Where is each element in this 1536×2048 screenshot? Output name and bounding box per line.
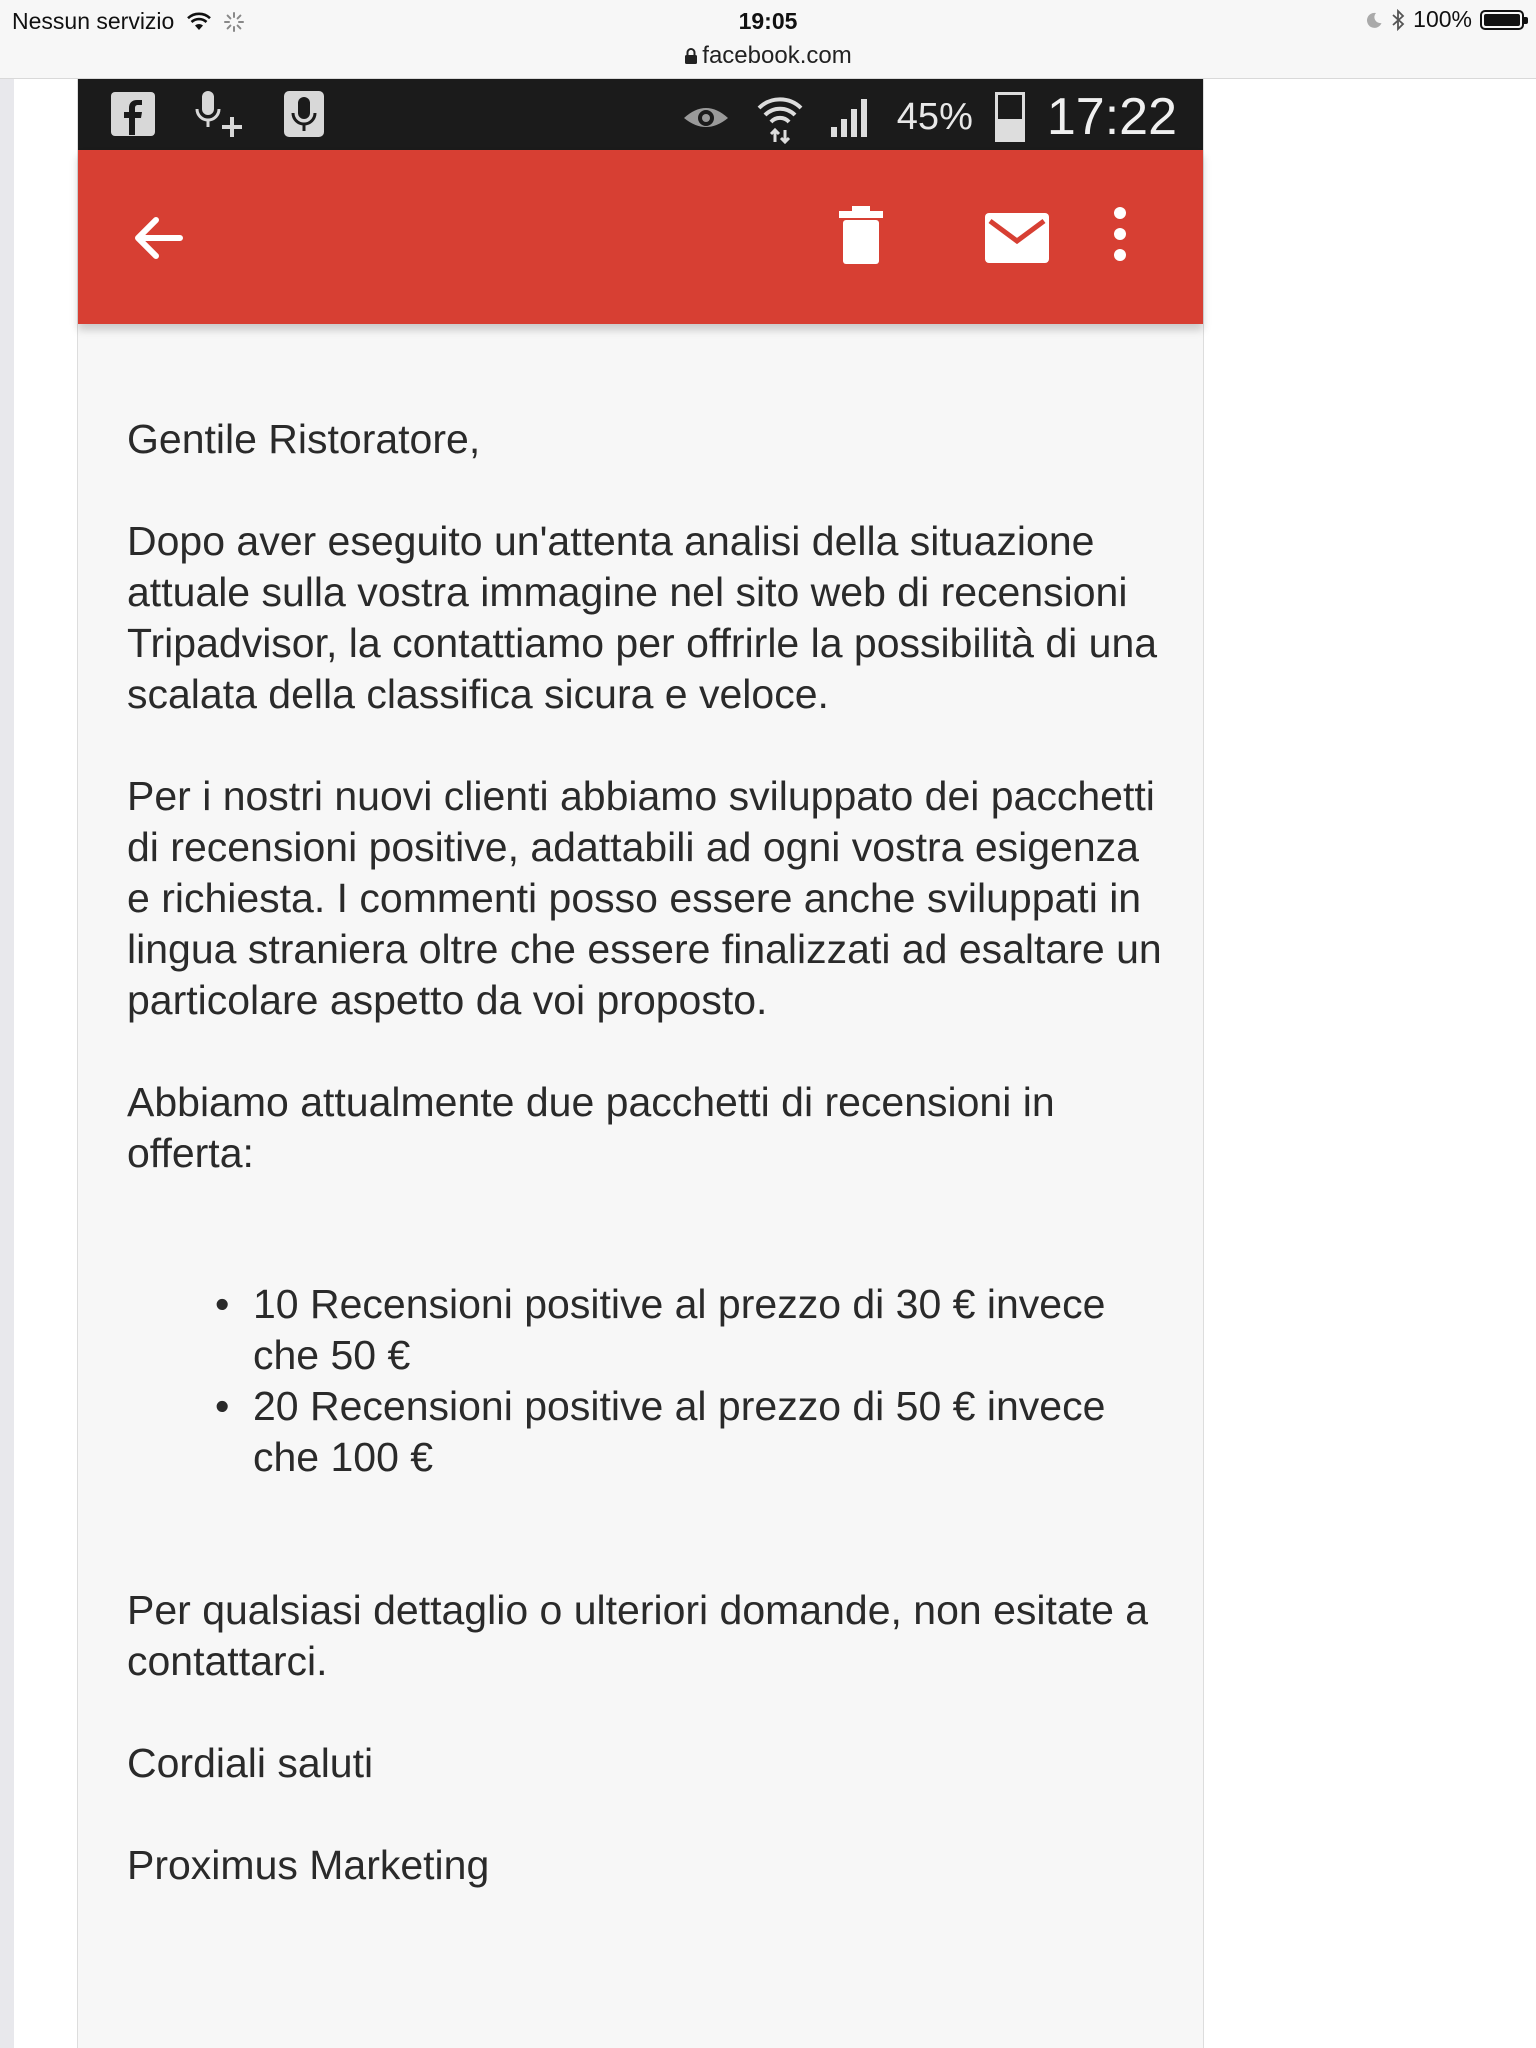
offer-list [127, 1279, 1167, 1483]
lock-icon [684, 47, 698, 65]
cell-signal-icon [829, 95, 875, 139]
battery-percent: 100% [1413, 6, 1472, 32]
android-battery-icon [995, 92, 1025, 142]
ios-status-right [1365, 6, 1524, 33]
voice-add-icon [192, 89, 246, 139]
url-text: facebook.com [702, 42, 852, 69]
trash-icon[interactable] [838, 204, 884, 266]
moon-icon [1365, 11, 1383, 29]
facebook-icon [110, 91, 156, 137]
carrier-label: Nessun servizio [12, 8, 175, 34]
email-greeting: Gentile Ristoratore, [127, 416, 481, 462]
email-paragraph: Dopo aver eseguito un'attenta analisi della situazione attuale sulla vostra immagine nel sito web di recensioni Tripadvisor, la contattiamo per offrirle la possibilità di una scalata della classifica sicura e veloce. [127, 518, 1158, 717]
battery-icon [1480, 10, 1524, 30]
url-bar[interactable] [0, 42, 1536, 70]
offer-item: • 10 Recensioni positive al prezzo di 30 € invece che 50 € [127, 1279, 1167, 1381]
email-closing: Per qualsiasi dettaglio o ulteriori domande, non esitate a contattarci. [127, 1587, 1149, 1684]
bluetooth-icon [1391, 9, 1405, 31]
voice-recorder-icon [282, 89, 326, 139]
scroll-strip [0, 79, 14, 2048]
email-salutation: Cordiali saluti [127, 1740, 374, 1786]
email-paragraph: Abbiamo attualmente due pacchetti di recensioni in offerta: [127, 1079, 1055, 1176]
mail-icon[interactable] [984, 212, 1050, 264]
offer-item: • 20 Recensioni positive al prezzo di 50 € invece che 100 € [127, 1381, 1167, 1483]
email-toolbar [78, 150, 1203, 324]
email-body [127, 414, 1167, 1891]
ios-status-bar [0, 0, 1536, 79]
notification-icons [110, 89, 326, 139]
back-arrow-icon[interactable] [130, 210, 186, 266]
android-clock: 17:22 [1046, 88, 1177, 146]
android-status-bar [78, 79, 1203, 150]
email-paragraph: Per i nostri nuovi clienti abbiamo sviluppato dei pacchetti di recensioni positive, adattabili ad ogni vostra esigenza e richiesta. I commenti posso essere anche sviluppati in lingua straniera oltre che essere finalizzati ad esaltare un particolare aspetto da voi proposto. [127, 773, 1162, 1023]
system-icons [681, 87, 1177, 147]
ios-clock: 19:05 [738, 8, 798, 34]
wifi-signal-icon [753, 90, 807, 144]
email-screenshot [77, 79, 1204, 2048]
email-signature: Proximus Marketing [127, 1842, 490, 1888]
android-battery-percent: 45% [896, 95, 973, 138]
eye-icon [681, 100, 731, 134]
more-vert-icon[interactable] [1113, 206, 1127, 262]
